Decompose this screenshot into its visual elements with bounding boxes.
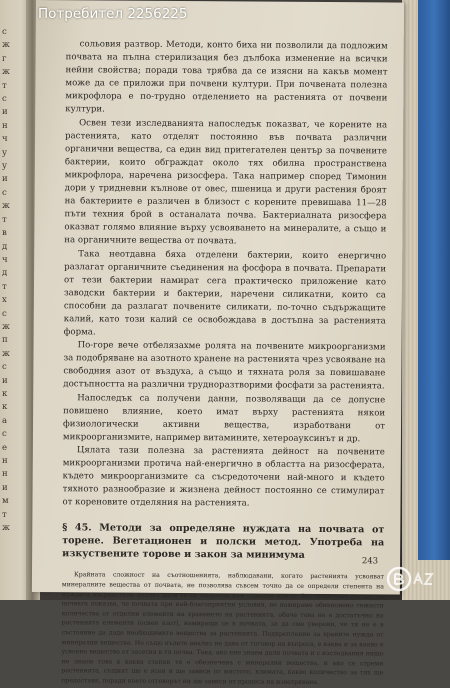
- left-page-letter: е: [2, 442, 8, 453]
- left-page-letter: у: [2, 147, 8, 158]
- left-page-letter: к: [2, 388, 8, 399]
- book-page: [32, 0, 404, 686]
- paragraph-4: По-горе вече отбелязахме ролята на почвените микроорганизми за подобряване на азотното хранене на растенията чрез усвояване на свободния азот от въздуха, а също и тяхната роля за повишаване достъпността на различни трудноразтворими фосфати за растенията.: [63, 340, 386, 392]
- left-page-letter: ч: [2, 254, 8, 265]
- left-page-letter: с: [2, 362, 7, 373]
- paragraph-6: Цялата тази полезна за растенията дейност на почвените микроорганизми протича най-енергично в областта на ризосферата, където микроорганизмите са съсредоточени най-много и където тяхното разнообразие и жизнена дейност постоянно се стимулират от кореновите отделяния на растенията.: [62, 445, 385, 509]
- left-page-letter: п: [2, 335, 8, 346]
- left-page-letter: с: [2, 187, 7, 198]
- marketplace-logo: [386, 566, 442, 592]
- left-page-letter: а: [2, 415, 8, 426]
- left-page-letter: и: [2, 375, 8, 386]
- left-page-letter: с: [2, 429, 7, 440]
- left-page-letter: ж: [2, 40, 10, 51]
- left-page-letter: г: [2, 53, 7, 64]
- left-page-letter: ж: [2, 348, 10, 359]
- left-page-letter: с: [2, 94, 7, 105]
- page-number: 243: [361, 556, 379, 567]
- section-heading: § 45. Методи за определяне нуждата на почвата от торене. Вегетационен и полски метод. Употреба на изкуствените торове и закон за минимума: [62, 522, 385, 562]
- left-page-letter: к: [2, 402, 8, 413]
- paragraph-5: Напоследък са получени данни, позволяващи да се допусне повишено влияние, което имат върху растенията някои физиологически активни вещества, изработвани от микроорганизмите, например витамините, хетероауксинът и др.: [62, 392, 386, 445]
- small-print-paragraph: Крайната сложност на съотношенията, наблюдавани, когато растенията усвояват минералните вещества от почвата, не позволява съвсем точно да се определи степента на нуждата посредством анализ дали те са свързани към отделни опити. Ако химичния анализ на почвата показва, че почвата при най-благоприятни условия, не намираме обикновено тежести количества от отделни елементи на храненето на растенията, обаче това не е достатъчно на растенията елементи (освен азот), намиращи се в почвата, за да сме уверени, че тя не е в състояние да даде необходимите вещества за растенията. Подкрепление за храните нужда от минерални вещества. Но също нъдете анализ не дава от тоговор на въпроса, в каква и за какво е усвоено вещество от засетия в тя почва. Така, ако ние знаем дали почвата и с изследвания нищо не знаем това в каква степен тя е обезпечена с минерални вещества, и ако се стреми растенията, същият ще е ясен и ще зависи от мястото, климата, какво количество за тях ще предоставя, поради което отговорът ни ще зависи от процеса на изветряване.: [61, 571, 385, 686]
- left-page-letter: и: [2, 482, 8, 493]
- left-page-letter: и: [2, 107, 8, 118]
- left-page-letter: т: [2, 281, 7, 292]
- left-page-letter: с: [2, 308, 7, 319]
- paragraph-3: Така неотдавна бяха отделени бактерии, които енергично разлагат органичните съединения на фосфора в почвата. Препарати от тези бактерии намират сега практическо приложение като заводски бактерии и бактерии, наречени силикатни, които са способни да разлагат почвените силикати, по-точно съдържащите калий, като този калий се освобождава в достъпна за растенията форма.: [63, 248, 387, 338]
- left-page-letter: н: [2, 456, 8, 466]
- left-page-letter: д: [2, 241, 8, 252]
- left-page-letter: х: [2, 295, 7, 306]
- left-page-letter: ч: [2, 134, 8, 145]
- left-page-letter: т: [2, 509, 7, 520]
- left-page-letter: м: [2, 496, 9, 507]
- left-page-letter: ж: [2, 201, 10, 212]
- left-page-letter: с: [2, 27, 7, 37]
- left-page-letter: т: [2, 80, 7, 91]
- seller-watermark: Потребител 2256225: [38, 6, 188, 22]
- left-page-letter: н: [2, 469, 8, 480]
- left-page-letter: ж: [2, 321, 10, 332]
- left-page-letter: у: [2, 161, 8, 172]
- paragraph-1: сольовия разтвор. Методи, конто биха ни позволили да подложим почвата на пълна стерилизация без дълбока изменение на всички нейни свойства; поради това трябва да се изясни на какъв момент може да се приложи при почвени култури. При почвената полезна микрофлора е по-трудно отделението на растенията от почвени култури.: [65, 39, 388, 115]
- left-page-letter: н: [2, 120, 8, 131]
- left-page-letter: ж: [2, 523, 10, 534]
- left-page-letters: [2, 26, 28, 535]
- page-text: [61, 38, 388, 688]
- left-page-letter: в: [2, 228, 7, 239]
- paragraph-2: Освен тези изследванията напоследък показват, че корените на растенията, като отделят постоянно във почвата различни органични вещества, са един вид притегателен център за почвените бактерии, които обграждат около тях обилна пространствена микрофлора, наречена ризосфера. Така например според Тимонин дори у тридневни кълнове от овес, пшеница и други растения броят на бактериите е различен в близост с корените превишава 11—28 пъти техния брой в останалата почва. Бактериалната ризосфера оказват голямо влияние върху усвояването на минералите, а също и на органичните вещества от почвата.: [64, 117, 388, 247]
- left-page-letter: т: [2, 214, 7, 225]
- left-page-letter: ж: [2, 67, 10, 78]
- left-page-letter: и: [2, 174, 8, 185]
- book-cover-edge: [418, 0, 450, 560]
- left-page-letter: д: [2, 268, 8, 279]
